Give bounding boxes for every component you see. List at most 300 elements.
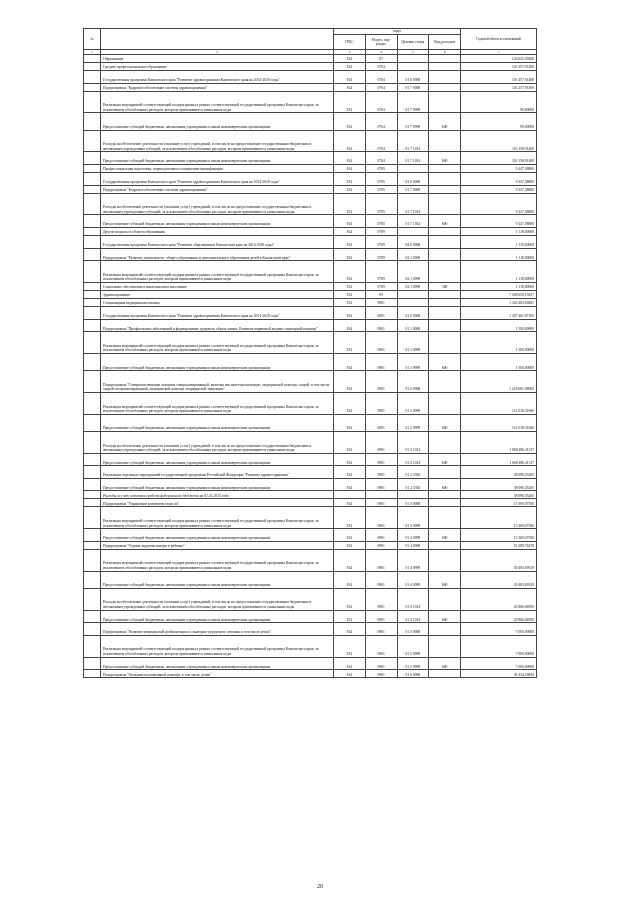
row-expense-type-cell bbox=[429, 290, 461, 298]
row-number-cell bbox=[84, 466, 101, 479]
row-amount-cell: 30 483,69529 bbox=[461, 571, 537, 588]
row-target-article-cell: 01 0 0000 bbox=[397, 306, 429, 319]
row-razdel-cell: 0709 bbox=[365, 235, 397, 248]
table-row bbox=[84, 623, 537, 636]
row-grbs-cell: 814 bbox=[334, 63, 366, 71]
row-target-article-cell: 01 2 0999 bbox=[397, 392, 429, 414]
row-number-cell bbox=[84, 63, 101, 71]
row-expense-type-cell: 300 bbox=[429, 282, 461, 290]
row-razdel-cell: 0705 bbox=[365, 215, 397, 228]
row-name-cell: Предоставление субсидий бюджетным, автономным учреждениям и иным некоммерческим организациям bbox=[101, 414, 334, 431]
col-number: 1 bbox=[84, 50, 101, 55]
table-row bbox=[84, 431, 537, 453]
col-number: 4 bbox=[365, 50, 397, 55]
row-grbs-cell: 814 bbox=[334, 172, 366, 185]
row-name-cell: Стационарная медицинская помощь bbox=[101, 298, 334, 306]
row-amount-cell: 20 806,04950 bbox=[461, 610, 537, 623]
row-number-cell bbox=[84, 657, 101, 670]
row-number-cell bbox=[84, 623, 101, 636]
row-expense-type-cell bbox=[429, 431, 461, 453]
table-row bbox=[84, 491, 537, 499]
row-name-cell: Государственная программа Камчатского края "Развитие здравоохранения Камчатского края на 2014-2020 годы" bbox=[101, 172, 334, 185]
row-grbs-cell: 814 bbox=[334, 227, 366, 235]
row-grbs-cell: 814 bbox=[334, 55, 366, 63]
table-row bbox=[84, 507, 537, 529]
row-expense-type-cell bbox=[429, 55, 461, 63]
row-grbs-cell: 814 bbox=[334, 392, 366, 414]
row-razdel-cell: 0704 bbox=[365, 71, 397, 84]
row-name-cell: Реализация мероприятий соответствующей подпрограммы в рамках соответствующей государственной программы Камчатского края, за исключением обособленных расходов, которым присваиваются уникальные коды bbox=[101, 549, 334, 571]
row-expense-type-cell bbox=[429, 541, 461, 549]
budget-table-sheet bbox=[83, 28, 537, 678]
table-row bbox=[84, 319, 537, 332]
row-name-cell: Расходы на обеспечение деятельности (оказание услуг) учреждений, в том числе на предоставление государственным бюджетным и автономным учреждениям субсидий, за исключением обособленных расходов, которым присваиваются уникальные коды bbox=[101, 130, 334, 152]
row-number-cell bbox=[84, 113, 101, 130]
header-razdel: Раздел, под- раздел bbox=[365, 35, 397, 50]
row-expense-type-cell bbox=[429, 185, 461, 193]
row-number-cell bbox=[84, 571, 101, 588]
row-amount-cell: 7 000,00000 bbox=[461, 657, 537, 670]
row-number-cell bbox=[84, 507, 101, 529]
row-expense-type-cell bbox=[429, 670, 461, 678]
row-number-cell bbox=[84, 193, 101, 215]
row-number-cell bbox=[84, 371, 101, 393]
row-razdel-cell bbox=[365, 491, 397, 499]
row-amount-cell: 99,00000 bbox=[461, 91, 537, 113]
budget-table bbox=[83, 28, 537, 678]
row-number-cell bbox=[84, 235, 101, 248]
row-target-article-cell bbox=[397, 63, 429, 71]
row-expense-type-cell bbox=[429, 491, 461, 499]
row-number-cell bbox=[84, 164, 101, 172]
row-number-cell bbox=[84, 215, 101, 228]
row-grbs-cell: 814 bbox=[334, 113, 366, 130]
row-target-article-cell: 01 3 0999 bbox=[397, 529, 429, 542]
col-number: 2 bbox=[101, 50, 334, 55]
row-target-article-cell: 01 0 0000 bbox=[397, 172, 429, 185]
row-expense-type-cell bbox=[429, 193, 461, 215]
row-amount-cell: 9 247,38800 bbox=[461, 172, 537, 185]
row-grbs-cell: 814 bbox=[334, 623, 366, 636]
row-target-article-cell: 01 5 0000 bbox=[397, 623, 429, 636]
row-razdel-cell: 09 bbox=[365, 290, 397, 298]
row-amount-cell: 51 289,74479 bbox=[461, 541, 537, 549]
row-amount-cell: 1 500,00000 bbox=[461, 319, 537, 332]
row-number-cell bbox=[84, 130, 101, 152]
col-number: 6 bbox=[429, 50, 461, 55]
row-number-cell bbox=[84, 610, 101, 623]
row-number-cell bbox=[84, 91, 101, 113]
row-grbs-cell: 814 bbox=[334, 353, 366, 370]
row-target-article-cell: 01 4 0999 bbox=[397, 571, 429, 588]
row-razdel-cell: 0901 bbox=[365, 549, 397, 571]
row-razdel-cell: 0705 bbox=[365, 185, 397, 193]
row-expense-type-cell: 600 bbox=[429, 657, 461, 670]
row-target-article-cell: 01 2 0999 bbox=[397, 414, 429, 431]
row-number-cell bbox=[84, 453, 101, 466]
row-target-article-cell: 02 0 0000 bbox=[397, 235, 429, 248]
row-expense-type-cell: 600 bbox=[429, 414, 461, 431]
row-number-cell bbox=[84, 670, 101, 678]
row-target-article-cell bbox=[397, 298, 429, 306]
col-number: 3 bbox=[334, 50, 366, 55]
row-grbs-cell: 814 bbox=[334, 185, 366, 193]
row-expense-type-cell: 600 bbox=[429, 571, 461, 588]
row-target-article-cell: 01 1 0000 bbox=[397, 319, 429, 332]
row-expense-type-cell bbox=[429, 549, 461, 571]
row-expense-type-cell bbox=[429, 91, 461, 113]
row-number-cell bbox=[84, 290, 101, 298]
row-grbs-cell: 814 bbox=[334, 306, 366, 319]
row-razdel-cell: 0709 bbox=[365, 261, 397, 283]
row-razdel-cell: 0901 bbox=[365, 670, 397, 678]
row-razdel-cell: 0901 bbox=[365, 507, 397, 529]
row-grbs-cell: 814 bbox=[334, 193, 366, 215]
row-name-cell: Социальное обеспечение и иные выплаты населению bbox=[101, 282, 334, 290]
table-row bbox=[84, 215, 537, 228]
row-expense-type-cell bbox=[429, 507, 461, 529]
row-grbs-cell: 814 bbox=[334, 319, 366, 332]
row-expense-type-cell: 600 bbox=[429, 478, 461, 491]
table-row bbox=[84, 571, 537, 588]
row-expense-type-cell bbox=[429, 63, 461, 71]
row-target-article-cell: 01 1 0999 bbox=[397, 332, 429, 354]
row-number-cell bbox=[84, 83, 101, 91]
row-amount-cell: 1 118,00000 bbox=[461, 261, 537, 283]
row-razdel-cell: 0901 bbox=[365, 306, 397, 319]
row-target-article-cell bbox=[397, 227, 429, 235]
row-target-article-cell: 01 7 0999 bbox=[397, 91, 429, 113]
row-name-cell: Расходы на обеспечение деятельности (оказание услуг) учреждений, в том числе на предоставление государственным бюджетным и автономным учреждениям субсидий, за исключением обособленных расходов, которым присваиваются уникальные коды bbox=[101, 431, 334, 453]
row-name-cell: Подпрограмма "Профилактика заболеваний и формирование здорового образа жизни. Развитие первичной медико-санитарной помощи" bbox=[101, 319, 334, 332]
row-target-article-cell: 01 5 0999 bbox=[397, 635, 429, 657]
row-expense-type-cell: 600 bbox=[429, 152, 461, 165]
header-name bbox=[101, 29, 334, 50]
row-number-cell bbox=[84, 55, 101, 63]
row-number-cell bbox=[84, 549, 101, 571]
row-grbs-cell: 814 bbox=[334, 91, 366, 113]
row-razdel-cell: 0901 bbox=[365, 623, 397, 636]
row-grbs-cell: 814 bbox=[334, 431, 366, 453]
row-name-cell: Реализация мероприятий соответствующей подпрограммы в рамках соответствующей государственной программы Камчатского края, за исключением обособленных расходов, которым присваиваются уникальные коды bbox=[101, 91, 334, 113]
row-razdel-cell: 0901 bbox=[365, 478, 397, 491]
row-grbs-cell: 814 bbox=[334, 332, 366, 354]
row-razdel-cell: 0901 bbox=[365, 657, 397, 670]
row-target-article-cell bbox=[397, 491, 429, 499]
row-grbs-cell: 814 bbox=[334, 130, 366, 152]
row-expense-type-cell bbox=[429, 83, 461, 91]
row-grbs-cell: 814 bbox=[334, 507, 366, 529]
row-razdel-cell: 0901 bbox=[365, 431, 397, 453]
row-grbs-cell: 814 bbox=[334, 83, 366, 91]
row-name-cell: Предоставление субсидий бюджетным, автономным учреждениям и иным некоммерческим организациям bbox=[101, 152, 334, 165]
table-row bbox=[84, 71, 537, 84]
row-grbs-cell: 814 bbox=[334, 298, 366, 306]
row-number-cell bbox=[84, 261, 101, 283]
row-amount-cell: 116 257,91400 bbox=[461, 83, 537, 91]
row-amount-cell: 1 500,00000 bbox=[461, 353, 537, 370]
row-expense-type-cell bbox=[429, 248, 461, 261]
row-target-article-cell: 01 4 0000 bbox=[397, 541, 429, 549]
row-target-article-cell: 02 1 0000 bbox=[397, 248, 429, 261]
row-expense-type-cell bbox=[429, 499, 461, 507]
row-expense-type-cell bbox=[429, 71, 461, 84]
row-name-cell: Подпрограмма "Развитие дошкольного, общего образования и дополнительного образования детей в Камчатском крае" bbox=[101, 248, 334, 261]
row-number-cell bbox=[84, 588, 101, 610]
row-number-cell bbox=[84, 319, 101, 332]
row-amount-cell: 38 096,35265 bbox=[461, 466, 537, 479]
row-amount-cell: 1 307 461,87105 bbox=[461, 306, 537, 319]
table-row bbox=[84, 193, 537, 215]
row-amount-cell: 112 018,31660 bbox=[461, 392, 537, 414]
header-celevaya: Целевая статья bbox=[397, 35, 429, 50]
row-amount-cell: 116 257,91400 bbox=[461, 63, 537, 71]
row-number-cell bbox=[84, 248, 101, 261]
table-row bbox=[84, 55, 537, 63]
row-name-cell: Подпрограмма "Кадровое обеспечение системы здравоохранения" bbox=[101, 185, 334, 193]
table-row bbox=[84, 478, 537, 491]
row-amount-cell: 15 369,07500 bbox=[461, 529, 537, 542]
row-number-cell bbox=[84, 185, 101, 193]
table-body bbox=[84, 55, 537, 678]
row-grbs-cell: 814 bbox=[334, 571, 366, 588]
row-amount-cell: 94 434,18894 bbox=[461, 670, 537, 678]
row-amount-cell: 38 096,35265 bbox=[461, 491, 537, 499]
row-amount-cell: 1 500,00000 bbox=[461, 332, 537, 354]
row-number-cell bbox=[84, 332, 101, 354]
row-grbs-cell: 814 bbox=[334, 466, 366, 479]
row-amount-cell: 9 247,38800 bbox=[461, 185, 537, 193]
row-amount-cell: 116 257,91400 bbox=[461, 71, 537, 84]
row-amount-cell: 15 369,07500 bbox=[461, 507, 537, 529]
row-target-article-cell: 01 5 0999 bbox=[397, 657, 429, 670]
row-name-cell: Предоставление субсидий бюджетным, автономным учреждениям и иным некоммерческим организациям bbox=[101, 529, 334, 542]
row-expense-type-cell bbox=[429, 588, 461, 610]
row-number-cell bbox=[84, 227, 101, 235]
row-target-article-cell: 01 7 1014 bbox=[397, 130, 429, 152]
table-row bbox=[84, 290, 537, 298]
row-number-cell bbox=[84, 392, 101, 414]
row-number-cell bbox=[84, 353, 101, 370]
row-number-cell bbox=[84, 491, 101, 499]
row-target-article-cell: 01 4 1014 bbox=[397, 610, 429, 623]
row-amount-cell: 116 158,91400 bbox=[461, 152, 537, 165]
row-razdel-cell: 0705 bbox=[365, 193, 397, 215]
row-name-cell: Расходы на обеспечение деятельности (оказание услуг) учреждений, в том числе на предоставление государственным бюджетным и автономным учреждениям субсидий, за исключением обособленных расходов, которым присваиваются уникальные коды bbox=[101, 588, 334, 610]
row-target-article-cell: 02 1 0999 bbox=[397, 261, 429, 283]
row-name-cell: Среднее профессиональное образование bbox=[101, 63, 334, 71]
row-name-cell: Подпрограмма "Управление развитием отрасли" bbox=[101, 499, 334, 507]
row-target-article-cell: 01 1 0999 bbox=[397, 353, 429, 370]
row-expense-type-cell bbox=[429, 261, 461, 283]
row-grbs-cell: 814 bbox=[334, 371, 366, 393]
row-target-article-cell: 01 7 0999 bbox=[397, 113, 429, 130]
row-razdel-cell: 0704 bbox=[365, 91, 397, 113]
row-name-cell: Предоставление субсидий бюджетным, автономным учреждениям и иным некоммерческим организациям bbox=[101, 571, 334, 588]
table-row bbox=[84, 282, 537, 290]
row-name-cell: Государственная программа Камчатского края "Развитие образования в Камчатском крае на 2014-2020 годы" bbox=[101, 235, 334, 248]
row-name-cell: Предоставление субсидий бюджетным, автономным учреждениям и иным некоммерческим организациям bbox=[101, 478, 334, 491]
row-number-cell bbox=[84, 71, 101, 84]
row-target-article-cell: 01 7 1014 bbox=[397, 193, 429, 215]
row-name-cell: Государственная программа Камчатского края "Развитие здравоохранения Камчатского края на 2014-2020 годы" bbox=[101, 71, 334, 84]
row-grbs-cell: 814 bbox=[334, 261, 366, 283]
row-expense-type-cell: 600 bbox=[429, 453, 461, 466]
row-number-cell bbox=[84, 282, 101, 290]
row-number-cell bbox=[84, 478, 101, 491]
row-expense-type-cell bbox=[429, 371, 461, 393]
row-grbs-cell: 814 bbox=[334, 499, 366, 507]
row-name-cell: Подпрограмма "Оказание паллиативной помощи, в том числе детям" bbox=[101, 670, 334, 678]
row-expense-type-cell bbox=[429, 392, 461, 414]
row-number-cell bbox=[84, 635, 101, 657]
row-razdel-cell: 0709 bbox=[365, 248, 397, 261]
row-amount-cell: 38 096,35265 bbox=[461, 478, 537, 491]
table-row bbox=[84, 298, 537, 306]
row-razdel-cell: 07 bbox=[365, 55, 397, 63]
row-name-cell: Здравоохранение bbox=[101, 290, 334, 298]
row-amount-cell: 112 018,31660 bbox=[461, 414, 537, 431]
row-name-cell: Государственная программа Камчатского края "Развитие здравоохранения Камчатского края на 2014-2020 годы" bbox=[101, 306, 334, 319]
row-razdel-cell: 0901 bbox=[365, 571, 397, 588]
table-row bbox=[84, 453, 537, 466]
row-amount-cell: 126 623,30200 bbox=[461, 55, 537, 63]
row-number-cell bbox=[84, 414, 101, 431]
table-row bbox=[84, 541, 537, 549]
row-name-cell: Реализация мероприятий соответствующей подпрограммы в рамках соответствующей государственной программы Камчатского края, за исключением обособленных расходов, которым присваиваются уникальные коды bbox=[101, 392, 334, 414]
row-target-article-cell: 01 4 0999 bbox=[397, 549, 429, 571]
row-grbs-cell: 814 bbox=[334, 657, 366, 670]
row-name-cell: Подпрограмма "Охрана здоровья матери и ребенка" bbox=[101, 541, 334, 549]
row-razdel-cell: 0709 bbox=[365, 282, 397, 290]
row-grbs-cell bbox=[334, 491, 366, 499]
table-row bbox=[84, 588, 537, 610]
table-row bbox=[84, 549, 537, 571]
row-amount-cell: 7 000,00000 bbox=[461, 635, 537, 657]
row-razdel-cell: 0901 bbox=[365, 610, 397, 623]
row-grbs-cell: 814 bbox=[334, 71, 366, 84]
row-grbs-cell: 814 bbox=[334, 610, 366, 623]
row-number-cell bbox=[84, 172, 101, 185]
row-name-cell: Предоставление субсидий бюджетным, автономным учреждениям и иным некоммерческим организациям bbox=[101, 610, 334, 623]
table-row bbox=[84, 371, 537, 393]
table-row bbox=[84, 392, 537, 414]
row-target-article-cell: 01 2 1014 bbox=[397, 431, 429, 453]
row-grbs-cell: 814 bbox=[334, 529, 366, 542]
table-row bbox=[84, 164, 537, 172]
row-razdel-cell: 0901 bbox=[365, 353, 397, 370]
col-number: 5 bbox=[397, 50, 429, 55]
row-grbs-cell: 814 bbox=[334, 414, 366, 431]
row-name-cell: Расходы за счет остатков средств федерального бюджета на 01.01.2015 года bbox=[101, 491, 334, 499]
row-expense-type-cell bbox=[429, 164, 461, 172]
row-target-article-cell: 01 4 1014 bbox=[397, 588, 429, 610]
table-row bbox=[84, 657, 537, 670]
row-razdel-cell: 0704 bbox=[365, 152, 397, 165]
row-grbs-cell: 814 bbox=[334, 549, 366, 571]
table-row bbox=[84, 113, 537, 130]
table-row bbox=[84, 635, 537, 657]
row-expense-type-cell bbox=[429, 623, 461, 636]
row-target-article-cell: 02 1 0999 bbox=[397, 282, 429, 290]
header-annual-volume: Годовой объем ассигнований bbox=[461, 29, 537, 50]
row-razdel-cell: 0901 bbox=[365, 499, 397, 507]
row-razdel-cell: 0901 bbox=[365, 319, 397, 332]
row-expense-type-cell bbox=[429, 635, 461, 657]
col-number: 7 bbox=[461, 50, 537, 55]
row-expense-type-cell: 600 bbox=[429, 610, 461, 623]
row-expense-type-cell bbox=[429, 298, 461, 306]
row-expense-type-cell bbox=[429, 466, 461, 479]
row-name-cell: Реализация отдельных мероприятий государственной программы Российской Федерации "Развитие здравоохранения" bbox=[101, 466, 334, 479]
row-target-article-cell: 01 2 5382 bbox=[397, 478, 429, 491]
row-amount-cell: 7 000,00000 bbox=[461, 623, 537, 636]
row-target-article-cell: 01 3 0000 bbox=[397, 499, 429, 507]
row-name-cell: Подпрограмма "Развитие медицинской реабилитации и санаторно-курортного лечения, в том числе детям" bbox=[101, 623, 334, 636]
row-grbs-cell: 814 bbox=[334, 588, 366, 610]
row-razdel-cell: 0901 bbox=[365, 466, 397, 479]
table-row bbox=[84, 83, 537, 91]
row-target-article-cell: 01 2 1014 bbox=[397, 453, 429, 466]
row-target-article-cell: 01 3 0999 bbox=[397, 507, 429, 529]
row-target-article-cell: 01 7 1014 bbox=[397, 152, 429, 165]
table-row bbox=[84, 353, 537, 370]
row-amount-cell: 99,00000 bbox=[461, 113, 537, 130]
row-razdel-cell: 0901 bbox=[365, 414, 397, 431]
row-amount-cell: 15 369,07500 bbox=[461, 499, 537, 507]
table-row bbox=[84, 172, 537, 185]
row-expense-type-cell bbox=[429, 172, 461, 185]
row-razdel-cell: 0704 bbox=[365, 83, 397, 91]
row-grbs-cell: 814 bbox=[334, 635, 366, 657]
row-expense-type-cell bbox=[429, 130, 461, 152]
page-number: 20 bbox=[317, 884, 323, 890]
table-row bbox=[84, 332, 537, 354]
row-name-cell: Подпрограмма "Кадровое обеспечение системы здравоохранения" bbox=[101, 83, 334, 91]
table-row bbox=[84, 91, 537, 113]
row-expense-type-cell: 600 bbox=[429, 529, 461, 542]
row-amount-cell: 1 068 486,41137 bbox=[461, 453, 537, 466]
row-target-article-cell: 01 2 0000 bbox=[397, 371, 429, 393]
table-row bbox=[84, 466, 537, 479]
row-expense-type-cell bbox=[429, 235, 461, 248]
header-vid: Вид расходов bbox=[429, 35, 461, 50]
row-expense-type-cell bbox=[429, 319, 461, 332]
row-grbs-cell: 814 bbox=[334, 235, 366, 248]
row-grbs-cell: 814 bbox=[334, 282, 366, 290]
row-razdel-cell: 0901 bbox=[365, 371, 397, 393]
row-target-article-cell bbox=[397, 290, 429, 298]
table-row bbox=[84, 130, 537, 152]
table-row bbox=[84, 152, 537, 165]
row-expense-type-cell bbox=[429, 332, 461, 354]
row-name-cell: Профессиональная подготовка, переподготовка и повышение квалификации bbox=[101, 164, 334, 172]
row-target-article-cell: 01 7 0000 bbox=[397, 83, 429, 91]
row-grbs-cell: 814 bbox=[334, 290, 366, 298]
row-amount-cell: 30 483,69529 bbox=[461, 549, 537, 571]
row-amount-cell: 9 247,38800 bbox=[461, 215, 537, 228]
row-name-cell: Предоставление субсидий бюджетным, автономным учреждениям и иным некоммерческим организациям bbox=[101, 453, 334, 466]
row-target-article-cell: 01 7 0000 bbox=[397, 185, 429, 193]
row-target-article-cell bbox=[397, 55, 429, 63]
row-expense-type-cell: 600 bbox=[429, 353, 461, 370]
row-grbs-cell: 814 bbox=[334, 248, 366, 261]
row-razdel-cell: 0704 bbox=[365, 130, 397, 152]
row-razdel-cell: 0705 bbox=[365, 172, 397, 185]
row-number-cell bbox=[84, 529, 101, 542]
table-row bbox=[84, 185, 537, 193]
row-grbs-cell: 814 bbox=[334, 215, 366, 228]
